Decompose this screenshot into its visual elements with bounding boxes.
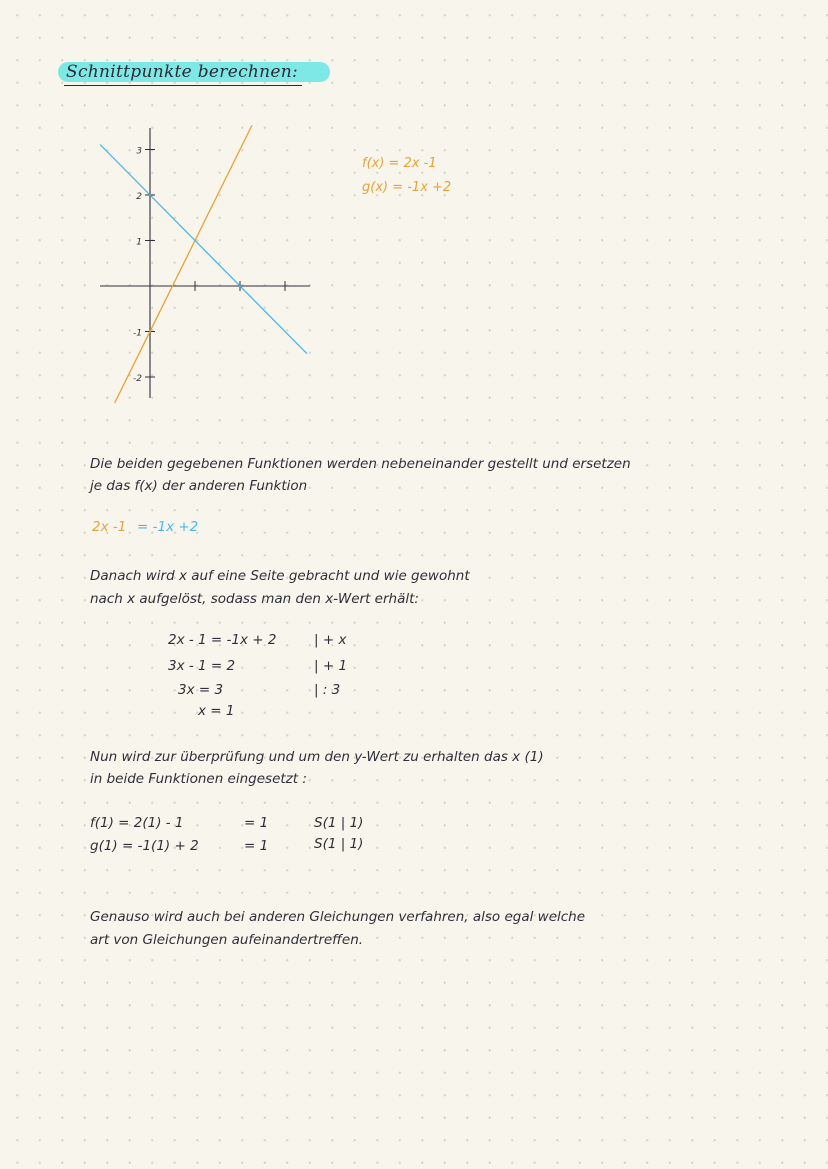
legend-f: f(x) = 2x -1: [362, 156, 437, 171]
check-g-expr: g(1) = -1(1) + 2: [90, 838, 199, 854]
solve-op-2: | + 1: [314, 658, 348, 674]
page-title: Schnittpunkte berechnen:: [66, 62, 299, 82]
check-f-expr: f(1) = 2(1) - 1: [90, 815, 184, 831]
line-g: [101, 145, 307, 353]
solve-step-1: 2x - 1 = -1x + 2: [168, 632, 277, 648]
y-tick-label: 3: [136, 146, 142, 157]
paragraph-2-line-1: Danach wird x auf eine Seite gebracht und wie gewohnt: [90, 568, 470, 584]
check-g-result: = 1: [244, 838, 269, 854]
graph-ticks: [133, 147, 285, 385]
line-f: [115, 126, 252, 403]
solve-step-2: 3x - 1 = 2: [168, 658, 236, 674]
y-tick-label: -2: [133, 374, 142, 384]
equation-right: = -1x +2: [137, 519, 199, 535]
y-tick-label: -1: [133, 328, 142, 339]
check-f-point: S(1 | 1): [314, 815, 364, 831]
graph-lines: [101, 126, 307, 403]
check-g-point: S(1 | 1): [314, 836, 364, 852]
paragraph-2-line-2: nach x aufgelöst, sodass man den x-Wert erhält:: [90, 591, 419, 607]
function-graph: [0, 0, 400, 420]
y-tick-label: 2: [136, 192, 142, 202]
graph-axes: [100, 128, 310, 398]
solve-step-3: 3x = 3: [178, 682, 224, 698]
solve-op-1: | + x: [314, 632, 347, 648]
paragraph-4-line-2: art von Gleichungen aufeinandertreffen.: [90, 932, 364, 948]
paragraph-1-line-2: je das f(x) der anderen Funktion: [90, 478, 308, 494]
paragraph-4-line-1: Genauso wird auch bei anderen Gleichungen verfahren, also egal welche: [90, 909, 586, 925]
check-f-result: = 1: [244, 815, 269, 831]
equation-left: 2x -1: [92, 519, 127, 535]
legend-g: g(x) = -1x +2: [362, 180, 452, 195]
paragraph-3-line-2: in beide Funktionen eingesetzt :: [90, 771, 307, 787]
paragraph-3-line-1: Nun wird zur überprüfung und um den y-Wert zu erhalten das x (1): [90, 749, 544, 765]
solve-op-3: | : 3: [314, 682, 341, 698]
paragraph-1-line-1: Die beiden gegebenen Funktionen werden nebeneinander gestellt und ersetzen: [90, 456, 631, 472]
y-tick-label: 1: [136, 237, 142, 248]
solve-step-4: x = 1: [198, 703, 235, 719]
